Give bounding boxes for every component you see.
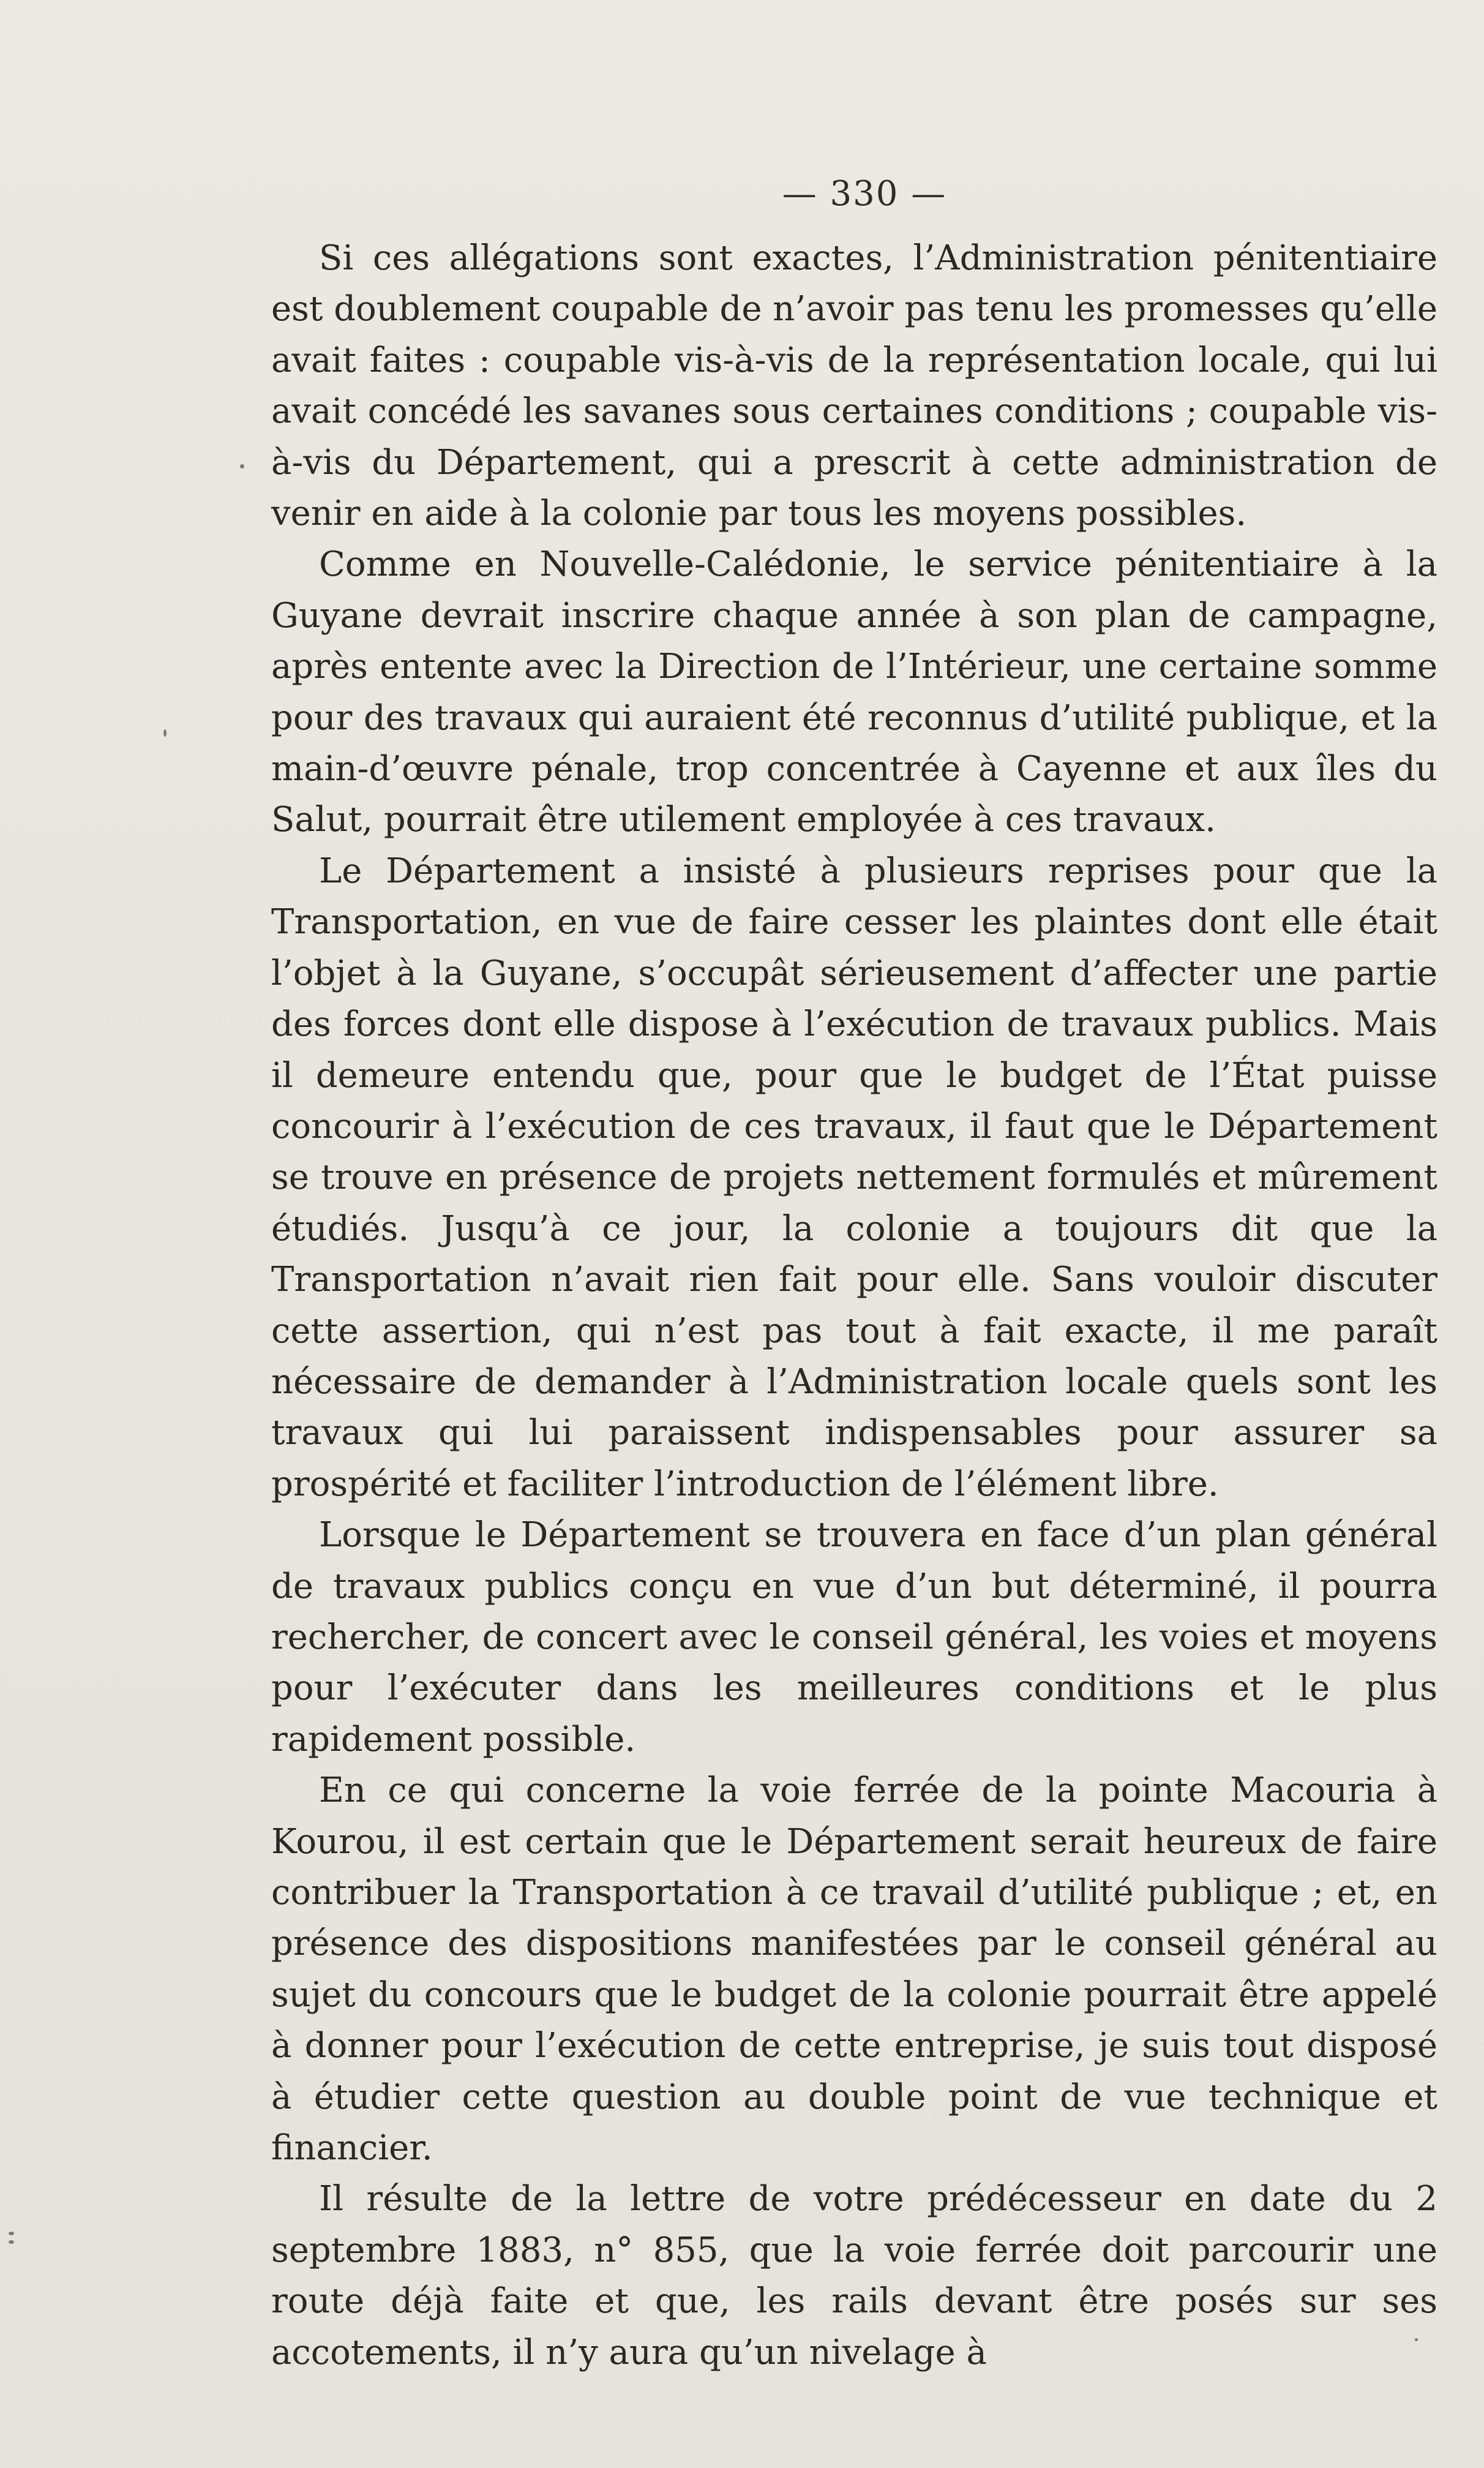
- paragraph: Il résulte de la lettre de votre prédécesseur en date du 2 septembre 1883, n° 855, que la voie ferrée doit parcourir une route déjà faite et que, les rails devant être posés sur ses accotements, il n’y aura qu’un nivelage à: [271, 2179, 1437, 2372]
- paragraph: Comme en Nouvelle-Calédonie, le service pénitentiaire à la Guyane devrait inscrire chaque année à son plan de campagne, après entente avec la Direction de l’Intérieur, une certaine somme pour des travaux qui auraient été reconnus d’utilité publique, et la main-d’œuvre pénale, trop concentrée à Cayenne et aux îles du Salut, pourrait être utilement employée à ces travaux.: [271, 544, 1437, 840]
- page-number: — 330 —: [782, 174, 947, 214]
- paragraph: Le Département a insisté à plusieurs reprises pour que la Transportation, en vue de faire cesser les plaintes dont elle était l’objet à la Guyane, s’occupât sérieusement d’affecter une partie des forces dont elle dispose à l’exécution de travaux publics. Mais il demeure entendu que, pour que le budget de l’État puisse concourir à l’exécution de ces travaux, il faut que le Département se trouve en présence de projets nettement formulés et mûrement étudiés. Jusqu’à ce jour, la colonie a toujours dit que la Transportation n’avait rien fait pour elle. Sans vouloir discuter cette assertion, qui n’est pas tout à fait exacte, il me paraît nécessaire de demander à l’Administration locale quels sont les travaux qui lui paraissent indispensables pour assurer sa prospérité et faciliter l’introduction de l’élément libre.: [271, 851, 1437, 1504]
- paper-speck: [240, 464, 244, 468]
- paragraph: Si ces allégations sont exactes, l’Administration pénitentiaire est doublement coupable de n’avoir pas tenu les promesses qu’elle avait faites : coupable vis-à-vis de la représentation locale, qui lui avait concédé les savanes sous certaines conditions ; coupable vis-à-vis du Département, qui a prescrit à cette administration de venir en aide à la colonie par tous les moyens possibles.: [271, 238, 1437, 534]
- paper-speck: [9, 2240, 14, 2244]
- body-text: [271, 233, 1437, 2378]
- paragraph: Lorsque le Département se trouvera en face d’un plan général de travaux publics conçu en vue d’un but déterminé, il pourra rechercher, de concert avec le conseil général, les voies et moyens pour l’exécuter dans les meilleures conditions et le plus rapidement possible.: [271, 1515, 1437, 1759]
- paper-speck: [9, 2232, 14, 2235]
- paper-speck: [1415, 2338, 1418, 2341]
- paper-speck: [163, 729, 167, 737]
- paragraph: En ce qui concerne la voie ferrée de la pointe Macouria à Kourou, il est certain que le Département serait heureux de faire contribuer la Transportation à ce travail d’utilité publique ; et, en présence des dispositions manifestées par le conseil général au sujet du concours que le budget de la colonie pourrait être appelé à donner pour l’exécution de cette entreprise, je suis tout disposé à étudier cette question au double point de vue technique et financier.: [271, 1770, 1437, 2169]
